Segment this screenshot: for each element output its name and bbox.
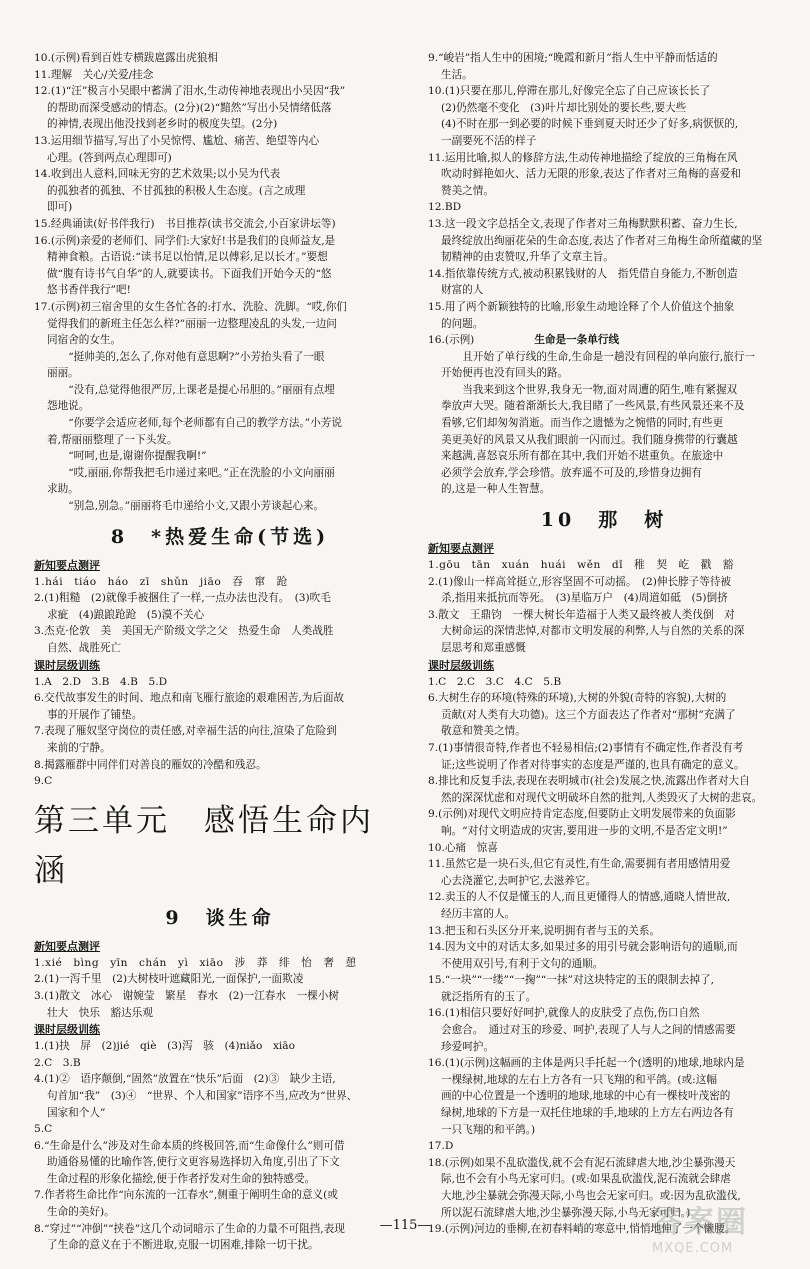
answer-line: 不使用双引号,有利于文句的通顺。 — [441, 957, 604, 970]
answer-line: 生活。 — [441, 68, 473, 81]
answer-line: 生命过程的形象化描绘,便于作者抒发对生命的独特感受。 — [47, 1172, 316, 1185]
answer-line: 15.用了两个新颖独特的比喻,形象生动地诠释了个人价值这个抽象 — [428, 300, 735, 313]
answer-line: 必须学会放弃,学会珍惜。放弃遥不可及的,珍惜身边拥有 — [441, 466, 702, 479]
answer-line: 同宿舍的女生。 — [47, 334, 122, 347]
answer-line: 际,也不会有小鸟无家可归。(或:如果乱砍滥伐,泥石流就会肆虐 — [441, 1173, 731, 1186]
answer-line: 6.大树生存的环境(特殊的环境),大树的外貌(奇特的容貌),大树的 — [428, 692, 727, 705]
answer-line: 2.(1)一泻千里 (2)大树枝叶遮藏阳光,一面保护,一面欺凌 — [34, 973, 304, 986]
answer-line: 层思考和郑重感慨 — [441, 642, 526, 654]
answer-line: 17.(示例)初三宿舍里的女生各忙各的:打水、洗脸、洗脚。“哎,你们 — [34, 300, 347, 313]
answer-line: 15.“一块”“一缕”“一掬”“一抹”对这块特定的玉的限制去掉了, — [428, 974, 715, 987]
essay-question-label: 16.(示例) — [428, 334, 475, 347]
answer-line: 赞美之情。 — [441, 184, 494, 197]
answer-line: 2.(1)粗糙 (2)就像手被捆住了一样,一点办法也没有。 (3)吹毛 — [34, 592, 331, 605]
answer-line: 1.A 2.D 3.B 4.B 5.D — [34, 675, 168, 688]
watermark-logo — [652, 1197, 802, 1255]
answer-line: 11.理解 关心/关爱/挂念 — [34, 68, 154, 81]
answer-line: 且开始了单行线的生命,生命是一趟没有回程的单向旅行,旅行一 — [462, 350, 755, 363]
watermark-url: MXQE.COM — [652, 1241, 734, 1256]
section-header: 新知要点测评 — [34, 558, 100, 572]
essay-title: 生命是一条单行线 — [534, 334, 620, 347]
answer-line: 助通俗易懂的比喻作答,使行文更容易选择切入角度,引出了下文 — [47, 1156, 340, 1169]
answer-line: 6.交代故事发生的时间、地点和南飞雁行旅途的艰难困苦,为后面故 — [34, 692, 345, 705]
answer-line: 韧精神的由衷赞叹,升华了文章主旨。 — [441, 251, 614, 264]
answer-line: 7.表现了雁奴坚守岗位的责任感,对幸福生活的向往,渲染了危险到 — [34, 725, 337, 738]
answer-line: 19.(示例)河边的垂柳,在初春料峭的寒意中,悄悄地伸了一个懒腰。 — [428, 1223, 736, 1236]
answer-line: 大地,沙尘暴就会弥漫天际,小鸟也会无家可归。或:因为乱砍滥伐, — [441, 1190, 741, 1202]
left-column — [34, 50, 406, 1254]
answer-line: (4)不时在那一到必要的时候下垂到夏天时还少了好多,病恹恹的, — [441, 118, 739, 131]
answer-line: 的,这是一种人生智慧。 — [441, 483, 551, 496]
answer-line: 自然、战胜死亡 — [47, 642, 122, 654]
answer-line: 7.作者将生命比作“向东流的一江春水”,侧重于阐明生命的意义(或 — [34, 1189, 338, 1202]
answer-line: 9.C — [34, 775, 53, 788]
answer-line: 的孤独者的孤独、不甘孤独的积极人生态度。(言之成理 — [47, 184, 306, 197]
answer-line: 经历丰富的人。 — [441, 907, 516, 920]
section-header: 新知要点测评 — [34, 939, 100, 953]
answer-line: 14.指依靠传统方式,被动积累钱财的人 指凭借自身能力,不断创造 — [428, 267, 738, 280]
answer-line: 最终绽放出绚丽花朵的生命态度,表达了作者对三角梅生命所蕴藏的坚 — [441, 234, 763, 247]
answer-line: 一棵绿树,地球的左右上方各有一只飞翔的和平鸽。(或:这幅 — [441, 1073, 717, 1086]
answer-line: 3.杰克·伦敦 美 美国无产阶级文学之父 热爱生命 人类战胜 — [34, 625, 334, 638]
answer-line: 15.经典诵读(好书伴我行) 书目推荐(读书交流会,小百家讲坛等) — [34, 217, 336, 230]
answer-line: 的神情,表现出他没找到老乡时的极度失望。(2分) — [47, 118, 278, 131]
answer-line: 6.“生命是什么”涉及对生命本质的终极回答,而“生命像什么”则可借 — [34, 1139, 345, 1152]
answer-line: 13.这一段文字总括全文,表现了作者对三角梅默默积蓄、奋力生长, — [428, 217, 738, 230]
right-column — [428, 50, 780, 1238]
answer-line: 心理。(答到两点心理即可) — [47, 151, 172, 164]
answer-line: 一副要死不活的样子 — [441, 134, 537, 147]
answer-line: 开始便再也没有回头的路。 — [441, 367, 569, 380]
answer-line: 着,帮丽丽整理了一下头发。 — [47, 433, 178, 446]
answer-line: 的帮助而深受感动的情态。(2分)(2)“黯然”写出小吴情绪低落 — [47, 101, 332, 114]
answer-line: “呵呵,也是,谢谢你提醒我啊!” — [68, 450, 207, 463]
answer-line: 财富的人 — [441, 284, 484, 297]
page-number: —115— — [379, 1218, 431, 1233]
answer-line: 了生命的意义在于不断进取,克服一切困难,排除一切干扰。 — [47, 1239, 319, 1252]
answer-line: “哎,丽丽,你帮我把毛巾递过来吧。”正在洗脸的小文向丽丽 — [68, 466, 335, 479]
answer-line: 悠书香伴我行”吧! — [47, 284, 131, 297]
answer-line: 心去浇灌它,去呵护它,去滋养它。 — [441, 874, 597, 887]
answer-line: 10.(示例)看到百姓专横跋扈露出虎狼相 — [34, 52, 219, 64]
answer-line: 4.(1)② 语序颠倒,“固然”放置在“快乐”后面 (2)③ 缺少主语, — [34, 1073, 336, 1086]
answer-line: 1.(1)抉 屏 (2)jié qiè (3)泻 骇 (4)niǎo xiāo — [34, 1040, 296, 1053]
answer-line: 证;这些说明了作者对待事实的态度是严谨的,也具有确定的意义。 — [441, 758, 745, 771]
answer-line: 就泛指所有的玉了。 — [441, 990, 537, 1003]
answer-line: 求助。 — [47, 483, 79, 496]
answer-line: 敬意和赞美之情。 — [441, 725, 526, 738]
section-header: 课时层级训练 — [428, 658, 494, 672]
answer-line: 精神食粮。古语说:“读书足以怡情,足以傅彩,足以长才。”要想 — [47, 251, 328, 264]
answer-line: 丽丽。 — [47, 367, 79, 380]
answer-line: “没有,总觉得他很严厉,上课老是提心吊胆的。”丽丽有点埋 — [68, 383, 335, 396]
answer-line: 5.C — [34, 1123, 53, 1136]
answer-line: 14.因为文中的对话太多,如果过多的用引号就会影响语句的通顺,而 — [428, 941, 738, 954]
lesson-title: 8 *热爱生命(节选) — [110, 525, 330, 548]
answer-line: 句首加“我” (3)④ “世界、个人和国家”语序不当,应改为“世界、 — [47, 1089, 358, 1102]
answer-line: 1.C 2.C 3.C 4.C 5.B — [428, 675, 562, 688]
section-header: 课时层级训练 — [34, 658, 100, 672]
answer-line: 10.心痛 惊喜 — [428, 841, 498, 854]
section-header: 课时层级训练 — [34, 1023, 100, 1037]
answer-line: 然的深深忧虑和对现代文明破坏自然的批判,人类毁灭了大树的悲哀。 — [441, 791, 763, 804]
answer-line: 看够,它们却匆匆消逝。而当作之遗憾为之惋惜的同时,有些更 — [441, 417, 724, 430]
answer-line: 3.散文 王鼎钧 一棵大树长年造福于人类又最终被人类伐倒 对 — [428, 608, 735, 621]
answer-line: 绿树,地球的下方是一双托住地球的手,地球的上方左右两边各有 — [441, 1107, 734, 1120]
answer-line: 大树命运的深情悲悼,对都市文明发展的利弊,人与自然的关系的深 — [441, 625, 745, 638]
answer-line: 壮大 快乐 豁达乐观 — [47, 1006, 153, 1019]
answer-line: 珍爱呵护。 — [441, 1040, 494, 1053]
answer-line: 2.(1)像山一样高耸挺立,形容坚固不可动摇。 (2)伸长脖子等待被 — [428, 575, 732, 588]
answer-line: 11.运用比喻,拟人的修辞方法,生动传神地描绘了绽放的三角梅在风 — [428, 151, 738, 164]
answer-line: 来前的宁静。 — [47, 741, 111, 754]
answer-line: 7.(1)事情很奇特,作者也不轻易相信;(2)事情有不确定性,作者没有考 — [428, 741, 744, 754]
answer-line: 8.排比和反复手法,表现在表明城市(社会)发展之快,流露出作者对大自 — [428, 775, 750, 788]
answer-line: 12.卖玉的人不仅是懂玉的人,而且更懂得人的情感,通晓人情世故, — [428, 891, 731, 904]
answer-line: 16.(1)(示例)这幅画的主体是两只手托起一个(透明的)地球,地球内是 — [428, 1057, 745, 1070]
answer-line: 1.xié bìng yīn chán yì xiāo 涉 莽 绯 怡 奢 憩 — [34, 956, 357, 969]
answer-line: 来越满,喜怒哀乐所有都在其中,我们开始不堪重负。在旅途中 — [441, 450, 724, 463]
unit-title: 第三单元 感悟生命内涵 — [34, 802, 374, 889]
answer-line: 所以泥石流肆虐大地,沙尘暴弥漫天际,小鸟无家可归。) — [441, 1206, 691, 1219]
answer-line: 国家和个人” — [47, 1106, 106, 1119]
answer-line: “别急,别急。”丽丽将毛巾递给小文,又跟小芳谈起心来。 — [68, 500, 325, 513]
answer-line: 9.(示例)对现代文明应持肯定态度,但要防止文明发展带来的负面影 — [428, 808, 736, 821]
answer-line: 2.C 3.B — [34, 1056, 81, 1069]
answer-line: 16.(1)相信只要好好呵护,就像人的皮肤受了点伤,伤口自然 — [428, 1007, 700, 1020]
answer-line: (2)仍然毫不变化 (3)叶片却比别处的要长些,要大些 — [441, 101, 687, 114]
answer-line: 11.虽然它是一块石头,但它有灵性,有生命,需要拥有者用感情用爱 — [428, 858, 731, 871]
answer-line: 1.gōu tān xuán huái wěn dǐ 稚 契 屹 戳 豁 — [428, 559, 735, 572]
answer-line: 响。“对付文明造成的灾害,要用进一步的文明,不是否定文明!” — [441, 824, 728, 837]
answer-line: 贡献(对人类有大功德)。这三个方面表达了作者对“那树”充满了 — [441, 708, 736, 721]
answer-line: 1.hái tiáo háo zī shǔn jiāo 吞 窜 跄 — [34, 575, 288, 588]
answer-line: 14.收到出人意料,回味无穷的艺术效果;以小吴为代表 — [34, 168, 281, 181]
answer-line: 生命的美好)。 — [47, 1206, 115, 1219]
answer-line: 12.(1)“汪”极言小吴眼中蓄满了泪水,生动传神地表现出小吴因“我” — [34, 85, 346, 98]
answer-line: “你要学会适应老师,每个老师都有自己的教学方法。”小芳说 — [68, 417, 342, 430]
answer-line: 杀,指用来抵抗而等死。 (3)星临万户 (4)周道如砥 (5)倒挤 — [441, 592, 728, 605]
answer-line: 一只飞翔的和平鸽。) — [441, 1123, 536, 1136]
essay-heading — [428, 332, 780, 349]
answer-line: 12.BD — [428, 201, 462, 214]
answer-line: 会愈合。 通过对玉的珍爱、呵护,表现了人与人之间的情感需要 — [441, 1024, 736, 1037]
answer-line: 13.运用细节描写,写出了小吴惊愕、尴尬、痛苦、绝望等内心 — [34, 134, 320, 147]
answer-line: 画的中心位置是一个透明的地球,地球的中心有一棵枝叶茂密的 — [441, 1090, 731, 1103]
answer-line: 18.(示例)如果不乱砍滥伐,就不会有泥石流肆虐大地,沙尘暴弥漫天 — [428, 1156, 736, 1169]
answer-line: 吹动时鲜艳如火、活力无限的形象,表达了作者对三角梅的喜爱和 — [441, 168, 741, 181]
answer-line: 8.“穿过”“冲倒”“挟卷”这几个动词暗示了生命的力量不可阻挡,表现 — [34, 1222, 345, 1235]
answer-line: 求疵 (4)踉踉跄跄 (5)漠不关心 — [47, 608, 205, 621]
watermark-text: 答案圈 — [652, 1205, 748, 1240]
answer-line: 怨地说。 — [47, 400, 90, 413]
answer-line: 的问题。 — [441, 317, 484, 330]
answer-line: 17.D — [428, 1140, 454, 1153]
answer-line: “挺帅美的,怎么了,你对他有意思啊?”小芳抬头看了一眼 — [68, 350, 325, 363]
lesson-title: 10 那 树 — [540, 509, 668, 532]
answer-line: 觉得我们的新班主任怎么样?”丽丽一边整理凌乱的头发,一边问 — [47, 317, 337, 330]
answer-line: 事的开展作了铺垫。 — [47, 708, 143, 721]
answer-line: 10.(1)只要在那儿,停滞在那儿,好像完全忘了自己应该长长了 — [428, 85, 711, 98]
answer-line: 3.(1)散文 冰心 谢婉莹 繁星 春水 (2)一江春水 一棵小树 — [34, 989, 339, 1002]
answer-line: 16.(示例)亲爱的老师们、同学们:大家好!书是我们的良师益友,是 — [34, 234, 336, 247]
answer-line: 即可) — [47, 201, 73, 214]
answer-line: 当我来到这个世界,我身无一物,面对周遭的陌生,唯有紧握双 — [462, 383, 738, 396]
answer-line: 拳放声大哭。随着渐渐长大,我目睹了一些风景,有些风景还来不及 — [441, 400, 745, 413]
lesson-title: 9 谈生命 — [165, 906, 275, 929]
answer-line: 8.揭露雁群中同伴们对善良的雁奴的冷酷和残忍。 — [34, 758, 267, 771]
answer-line: 9.“峻岩”指人生中的困境;“晚霞和新月”指人生中平静而恬适的 — [428, 52, 718, 64]
answer-line: 13.把玉和石头区分开来,说明拥有者与玉的关系。 — [428, 924, 661, 937]
answer-line: 美更美好的风景又从我们眼前一闪而过。我们随身携带的行囊越 — [441, 433, 738, 446]
answer-line: 做“腹有诗书气自华”的人,就要读书。下面我们开始今天的“悠 — [47, 267, 332, 280]
section-header: 新知要点测评 — [428, 542, 494, 556]
